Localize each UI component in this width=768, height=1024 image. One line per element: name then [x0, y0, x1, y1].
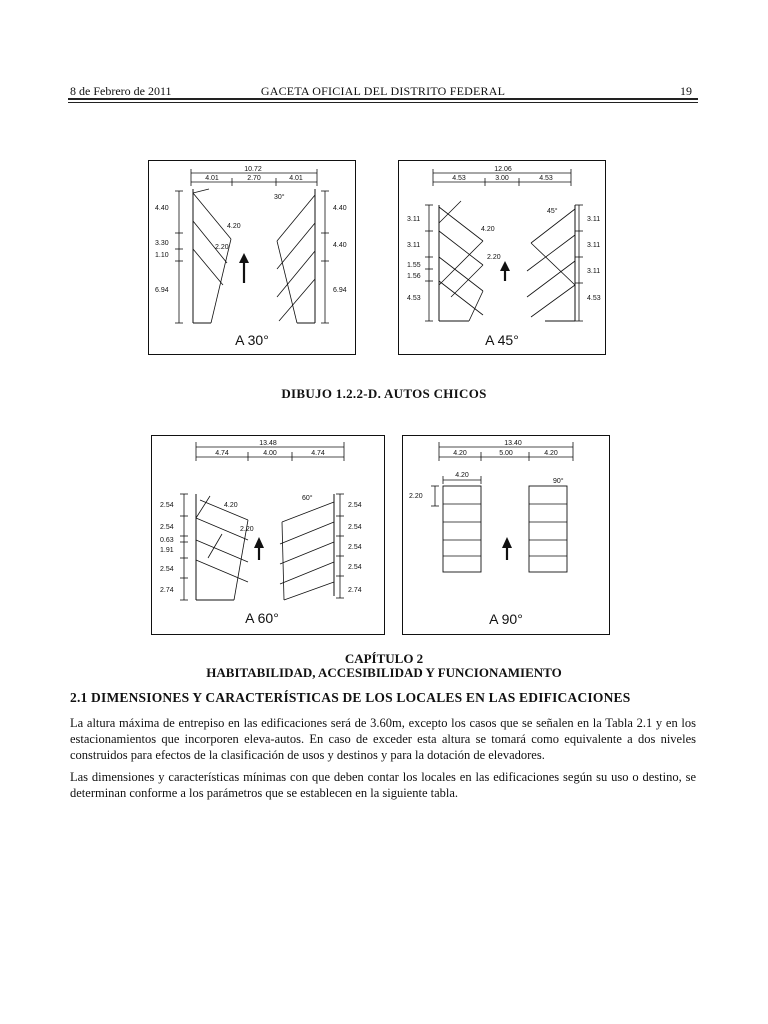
drawing-a30-svg — [149, 161, 355, 354]
a45-total-dim: 12.06 — [494, 166, 512, 173]
a90-space-length: 4.20 — [455, 472, 469, 479]
header-title: GACETA OFICIAL DEL DISTRITO FEDERAL — [260, 84, 506, 98]
a60-label: A 60° — [245, 610, 279, 626]
a30-total-dim: 10.72 — [244, 166, 262, 173]
a90-label: A 90° — [489, 611, 523, 627]
a60-seg-left: 4.74 — [215, 450, 229, 457]
a90-angle: 90° — [553, 478, 564, 485]
a45-left-dim-2: 3.11 — [407, 242, 421, 249]
a30-angle: 30° — [274, 194, 285, 201]
a30-label: A 30° — [235, 332, 269, 348]
a60-right-dim-1: 2.54 — [348, 502, 362, 509]
a60-left-dim-5: 2.54 — [160, 566, 174, 573]
a90-seg-left: 4.20 — [453, 450, 467, 457]
a45-left-dim-1: 3.11 — [407, 216, 421, 223]
figure-caption: DIBUJO 1.2.2-D. AUTOS CHICOS — [281, 386, 487, 401]
header-date: 8 de Febrero de 2011 — [70, 84, 172, 98]
page-number: 19 — [680, 84, 692, 98]
a30-left-dim-4: 6.94 — [155, 287, 169, 294]
arrow-up-icon — [254, 537, 264, 560]
a45-seg-left: 4.53 — [452, 175, 466, 182]
a30-right-dim-2: 4.40 — [333, 242, 347, 249]
a60-seg-mid: 4.00 — [263, 450, 277, 457]
drawing-a45-svg — [399, 161, 605, 354]
arrow-up-icon — [239, 253, 249, 283]
a30-right-dim-3: 6.94 — [333, 287, 347, 294]
a45-right-dim-3: 3.11 — [587, 268, 601, 275]
a60-space-length: 4.20 — [224, 502, 238, 509]
a60-angle: 60° — [302, 495, 313, 502]
a30-left-dim-2: 3.30 — [155, 240, 169, 247]
a60-total-dim: 13.48 — [259, 440, 277, 447]
drawing-a30 — [148, 160, 356, 355]
a45-right-dim-1: 3.11 — [587, 216, 601, 223]
a60-left-dim-4: 1.91 — [160, 547, 174, 554]
a60-seg-right: 4.74 — [311, 450, 325, 457]
a90-space-width: 2.20 — [409, 493, 423, 500]
a30-left-dim-3: 1.10 — [155, 252, 169, 259]
drawing-a90 — [402, 435, 610, 635]
a90-total-dim: 13.40 — [504, 440, 522, 447]
drawing-a90-svg — [403, 436, 609, 634]
a45-label: A 45° — [485, 332, 519, 348]
a30-seg-mid: 2.70 — [247, 175, 261, 182]
section-heading: 2.1 DIMENSIONES Y CARACTERÍSTICAS DE LOS LOCALES EN LAS EDIFICACIONES — [70, 690, 631, 705]
drawing-a60-svg — [152, 436, 384, 634]
a60-left-dim-3: 0.63 — [160, 537, 174, 544]
a30-space-length: 4.20 — [227, 223, 241, 230]
a45-left-dim-5: 4.53 — [407, 295, 421, 302]
paragraph-2: Las dimensiones y características mínimas con que deben contar los locales en las edificaciones según su uso o destino, se determinan conforme a los parámetros que se establecen en la siguiente tabla. — [70, 769, 696, 800]
a45-right-dim-2: 3.11 — [587, 242, 601, 249]
a45-angle: 45° — [547, 208, 558, 215]
a60-right-dim-4: 2.54 — [348, 564, 362, 571]
a60-space-width: 2.20 — [240, 526, 254, 533]
a30-seg-left: 4.01 — [205, 175, 219, 182]
a30-seg-right: 4.01 — [289, 175, 303, 182]
a45-space-length: 4.20 — [481, 226, 495, 233]
a60-left-dim-2: 2.54 — [160, 524, 174, 531]
arrow-up-icon — [500, 261, 510, 281]
a45-seg-right: 4.53 — [539, 175, 553, 182]
header-rule — [68, 98, 698, 100]
a45-space-width: 2.20 — [487, 254, 501, 261]
chapter-number: CAPÍTULO 2 — [344, 651, 424, 666]
paragraph-1: La altura máxima de entrepiso en las edificaciones será de 3.60m, excepto los casos que se señalen en la Tabla 2.1 y en los estacionamientos que incorporen eleva-autos. En caso de exceder esta altura se tomará como equivalente a dos niveles construidos para efectos de la clasificación de usos y destinos y para la dotación de elevadores. — [70, 715, 696, 762]
chapter-title: HABITABILIDAD, ACCESIBILIDAD Y FUNCIONAMIENTO — [206, 665, 562, 680]
a30-space-width: 2.20 — [215, 244, 229, 251]
a90-seg-mid: 5.00 — [499, 450, 513, 457]
a45-left-dim-4: 1.56 — [407, 273, 421, 280]
a60-right-dim-3: 2.54 — [348, 544, 362, 551]
a60-left-dim-1: 2.54 — [160, 502, 174, 509]
a90-seg-right: 4.20 — [544, 450, 558, 457]
arrow-up-icon — [502, 537, 512, 560]
a45-right-dim-4: 4.53 — [587, 295, 601, 302]
header-rule-thin — [68, 102, 698, 103]
a45-left-dim-3: 1.55 — [407, 262, 421, 269]
a60-left-dim-6: 2.74 — [160, 587, 174, 594]
a60-right-dim-2: 2.54 — [348, 524, 362, 531]
drawing-a60 — [151, 435, 385, 635]
drawing-a45 — [398, 160, 606, 355]
a45-seg-mid: 3.00 — [495, 175, 509, 182]
a30-left-dim-1: 4.40 — [155, 205, 169, 212]
a30-right-dim-1: 4.40 — [333, 205, 347, 212]
a60-right-dim-5: 2.74 — [348, 587, 362, 594]
